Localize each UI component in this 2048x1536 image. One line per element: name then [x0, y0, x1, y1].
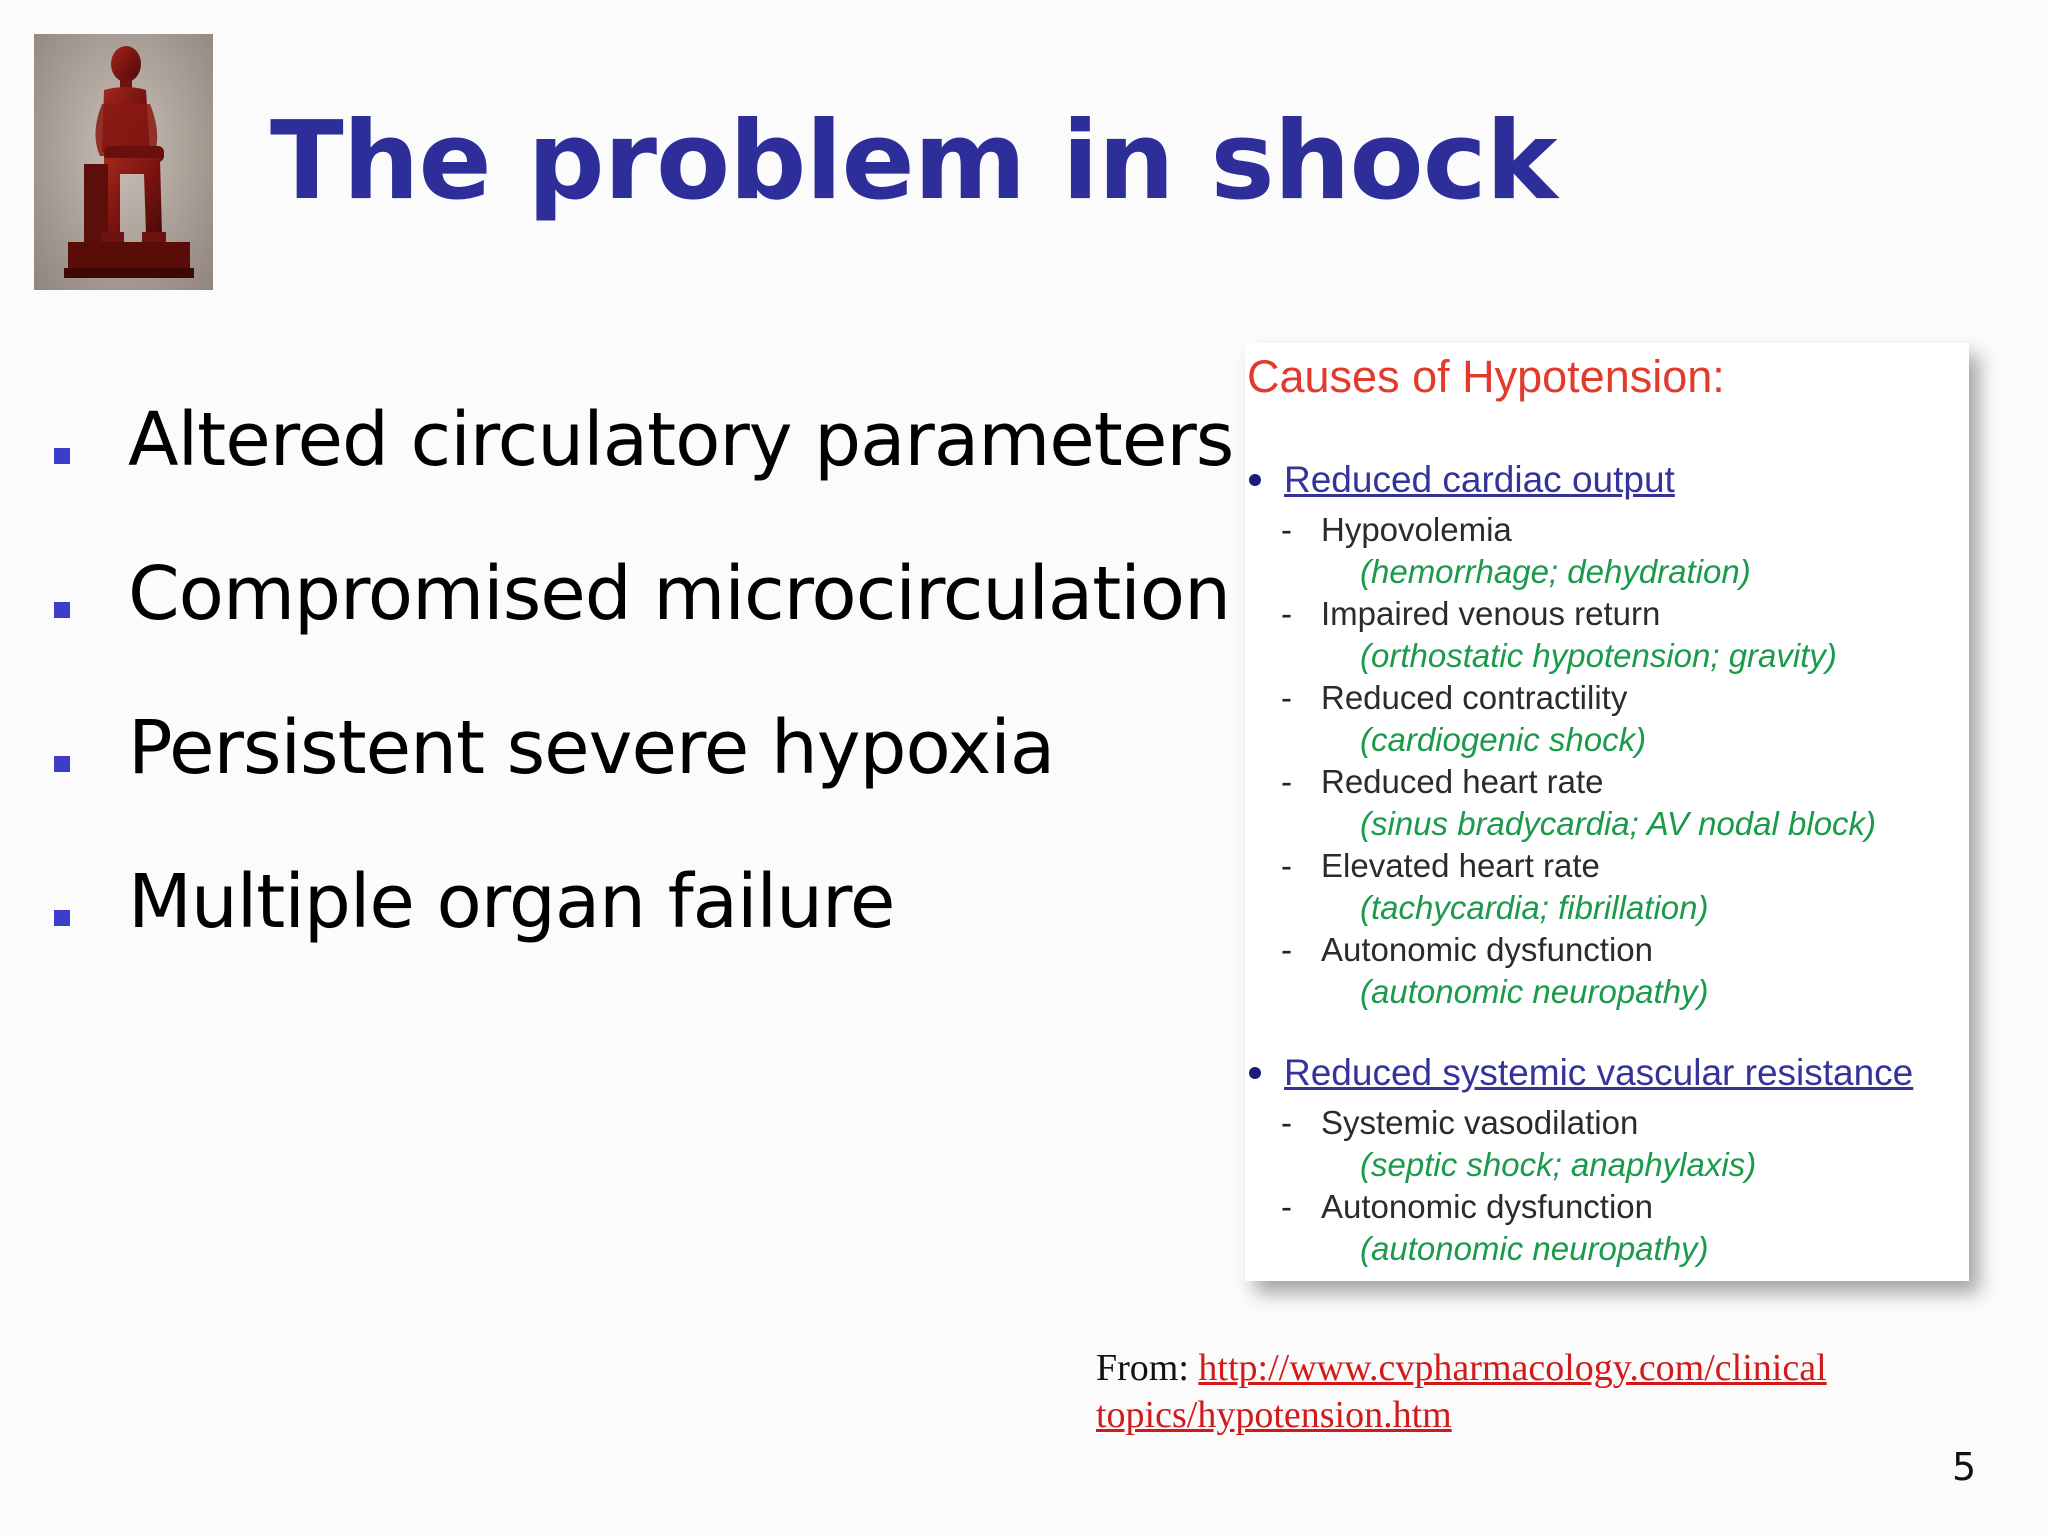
- cause-examples: [1245, 635, 1969, 677]
- cause-examples: [1245, 1144, 1969, 1186]
- cause-examples: [1245, 1228, 1969, 1270]
- source-prefix: From:: [1096, 1347, 1199, 1389]
- cause-item: [1245, 761, 1969, 803]
- dash-bullet-icon: -: [1281, 1104, 1292, 1141]
- cause-examples-text: (orthostatic hypotension; gravity): [1360, 637, 1837, 674]
- cause-examples-text: (septic shock; anaphylaxis): [1360, 1146, 1757, 1183]
- square-bullet-icon: [54, 756, 70, 772]
- figure-title: Causes of Hypotension:: [1247, 351, 1725, 402]
- cause-examples: [1245, 803, 1969, 845]
- cause-item: [1245, 845, 1969, 887]
- cause-group-reduced-cardiac-output: [1245, 453, 1969, 1013]
- cause-label: Reduced heart rate: [1321, 763, 1604, 800]
- bullet-text: Altered circulatory parameters: [128, 397, 1234, 483]
- source-link-line1[interactable]: http://www.cvpharmacology.com/clinical: [1198, 1347, 1827, 1389]
- group-label: Reduced systemic vascular resistance: [1284, 1052, 1914, 1093]
- cause-label: Systemic vasodilation: [1321, 1104, 1639, 1141]
- cause-item: [1245, 593, 1969, 635]
- cause-label: Elevated heart rate: [1321, 847, 1600, 884]
- cause-examples: [1245, 971, 1969, 1013]
- dash-bullet-icon: -: [1281, 931, 1292, 968]
- cause-label: Hypovolemia: [1321, 511, 1512, 548]
- source-link-line2[interactable]: topics/hypotension.htm: [1096, 1394, 1452, 1436]
- bullet-text: Compromised microcirculation: [128, 551, 1230, 637]
- statue-image: [34, 34, 213, 290]
- dash-bullet-icon: -: [1281, 595, 1292, 632]
- square-bullet-icon: [54, 602, 70, 618]
- round-bullet-icon: [1249, 1067, 1261, 1079]
- group-heading: [1245, 453, 1969, 509]
- source-citation: [1096, 1345, 1916, 1439]
- bullet-text: Persistent severe hypoxia: [128, 705, 1055, 791]
- cause-examples-text: (sinus bradycardia; AV nodal block): [1360, 805, 1877, 842]
- cause-item: [1245, 929, 1969, 971]
- cause-label: Autonomic dysfunction: [1321, 1188, 1654, 1225]
- cause-item: [1245, 1102, 1969, 1144]
- dash-bullet-icon: -: [1281, 763, 1292, 800]
- cause-examples-text: (hemorrhage; dehydration): [1360, 553, 1751, 590]
- cause-examples: [1245, 887, 1969, 929]
- bullet-text: Multiple organ failure: [128, 859, 895, 945]
- seated-statue-icon: [34, 34, 213, 290]
- dash-bullet-icon: -: [1281, 511, 1292, 548]
- cause-group-reduced-svr: [1245, 1046, 1969, 1270]
- dash-bullet-icon: -: [1281, 679, 1292, 716]
- cause-examples-text: (autonomic neuropathy): [1360, 1230, 1709, 1267]
- cause-item: [1245, 1186, 1969, 1228]
- cause-examples: [1245, 551, 1969, 593]
- cause-item: [1245, 509, 1969, 551]
- group-heading: [1245, 1046, 1969, 1102]
- dash-bullet-icon: -: [1281, 1188, 1292, 1225]
- square-bullet-icon: [54, 448, 70, 464]
- cause-item: [1245, 677, 1969, 719]
- cause-label: Reduced contractility: [1321, 679, 1628, 716]
- cause-examples-text: (cardiogenic shock): [1360, 721, 1647, 758]
- cause-examples: [1245, 719, 1969, 761]
- slide-title: The problem in shock: [270, 99, 1557, 224]
- dash-bullet-icon: -: [1281, 847, 1292, 884]
- cause-examples-text: (autonomic neuropathy): [1360, 973, 1709, 1010]
- page-number: 5: [1952, 1445, 1977, 1489]
- cause-examples-text: (tachycardia; fibrillation): [1360, 889, 1709, 926]
- round-bullet-icon: [1249, 474, 1261, 486]
- group-label: Reduced cardiac output: [1284, 459, 1675, 500]
- causes-of-hypotension-figure: [1245, 343, 1969, 1281]
- square-bullet-icon: [54, 910, 70, 926]
- cause-label: Impaired venous return: [1321, 595, 1661, 632]
- cause-label: Autonomic dysfunction: [1321, 931, 1654, 968]
